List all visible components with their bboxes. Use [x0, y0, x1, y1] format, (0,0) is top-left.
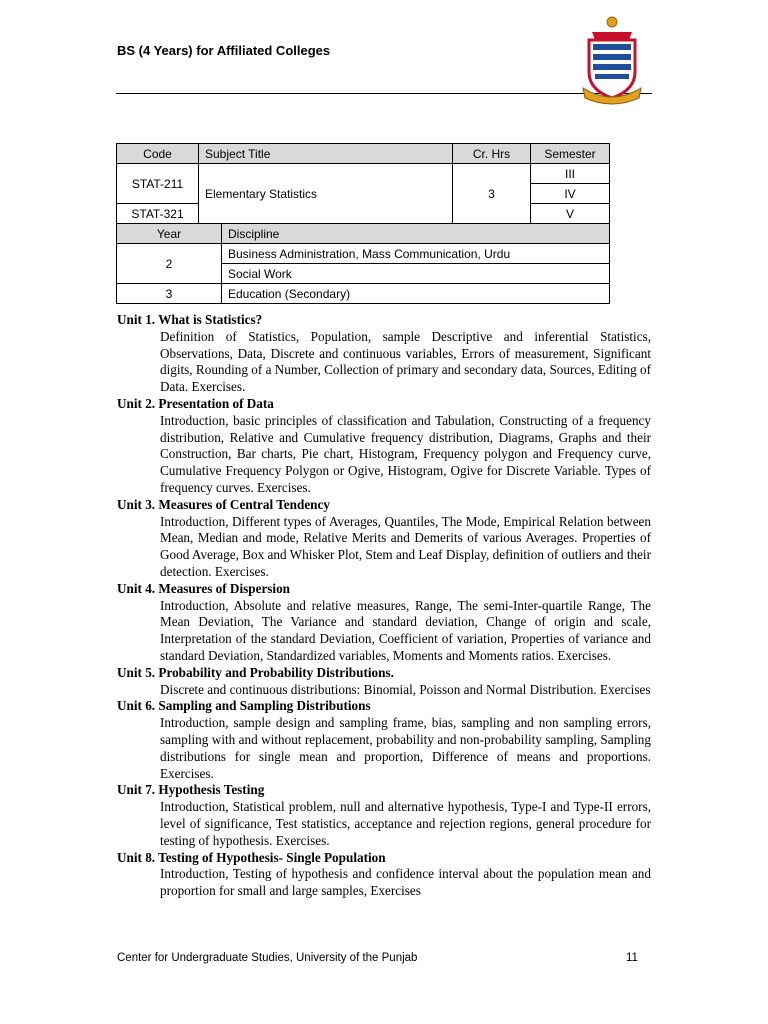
unit-title: Unit 4. Measures of Dispersion — [117, 580, 291, 596]
discipline-cell: Business Administration, Mass Communication, Urdu — [222, 244, 610, 264]
semester-header: Semester — [531, 144, 610, 164]
semester-cell: V — [531, 204, 610, 224]
unit-title: Unit 7. Hypothesis Testing — [117, 782, 265, 798]
footer-text: Center for Undergraduate Studies, University of the Punjab — [117, 952, 418, 964]
credit-hours-header: Cr. Hrs — [453, 144, 531, 164]
unit-title: Unit 2. Presentation of Data — [117, 395, 274, 411]
table-row — [117, 284, 610, 304]
unit-body: Introduction, Different types of Averages, Quantiles, The Mode, Empirical Relation between Mean, Median and mode, Relative Merits and Demerits of various Averages. Properties of Good Average, Box and Whisker Plot, Stem and Leaf Display, definition of outliers and their detection. Exercises. — [160, 513, 651, 579]
table-row — [117, 244, 610, 264]
semester-cell: IV — [531, 184, 610, 204]
credit-hours: 3 — [453, 164, 531, 224]
unit-title: Unit 1. What is Statistics? — [117, 312, 263, 327]
unit-title: Unit 5. Probability and Probability Distributions. — [117, 664, 394, 680]
page-number: 11 — [626, 952, 638, 964]
unit-body: Introduction, sample design and sampling frame, bias, sampling and non sampling errors, sampling with and without replacement, probability and non-probability sampling, Sampling distributions for single mean and proportion, Difference of means and proportions. Exercises. — [160, 715, 651, 781]
unit-body: Introduction, basic principles of classification and Tabulation, Constructing of a frequency distribution, Relative and Cumulative frequency distribution, Diagrams, Graphs and their Construction, Bar charts, Pie chart, Histogram, Frequency polygon and Frequency curve, Cumulative Frequency Polygon or Ogive, Histogram, Ogive for Discrete Variable. Types of frequency curves. Exercises. — [160, 412, 651, 495]
unit-title: Unit 3. Measures of Central Tendency — [117, 496, 330, 512]
course-code: STAT-211 — [117, 164, 199, 204]
course-units — [117, 312, 651, 900]
header-rule — [116, 93, 652, 94]
table-row — [117, 164, 610, 184]
code-header: Code — [117, 144, 199, 164]
course-code: STAT-321 — [117, 204, 199, 224]
unit-body: Discrete and continuous distributions: Binomial, Poisson and Normal Distribution. Exercises — [160, 681, 651, 697]
unit-body: Introduction, Absolute and relative measures, Range, The semi-Inter-quartile Range, The Mean Deviation, The Variance and standard deviation, Change of origin and scale, Interpretation of the standard Deviation, Coefficient of variation, Properties of variance and standard Deviation, Standardized variables, Moments and Moments ratios. Exercises. — [160, 597, 651, 663]
year-cell: 2 — [117, 244, 222, 284]
course-table — [116, 143, 610, 304]
unit-title: Unit 8. Testing of Hypothesis- Single Population — [117, 849, 386, 865]
discipline-cell: Social Work — [222, 264, 610, 284]
semester-cell: III — [531, 164, 610, 184]
university-crest-logo — [577, 14, 647, 106]
year-cell: 3 — [117, 284, 222, 304]
unit-title: Unit 6. Sampling and Sampling Distributions — [117, 698, 371, 714]
unit-body: Introduction, Statistical problem, null and alternative hypothesis, Type-I and Type-II errors, level of significance, Test statistics, acceptance and rejection regions, general procedure for testing of hypothesis. Exercises. — [160, 799, 651, 848]
course-table-header-row — [117, 144, 610, 164]
subject-title: Elementary Statistics — [199, 164, 453, 224]
year-header: Year — [117, 224, 222, 244]
header-title: BS (4 Years) for Affiliated Colleges — [117, 43, 331, 58]
discipline-header: Discipline — [222, 224, 610, 244]
unit-body: Introduction, Testing of hypothesis and confidence interval about the population mean and proportion for small and large samples, Exercises — [160, 866, 651, 899]
discipline-cell: Education (Secondary) — [222, 284, 610, 304]
subject-title-header: Subject Title — [199, 144, 453, 164]
discipline-header-row — [117, 224, 610, 244]
unit-body: Definition of Statistics, Population, sample Descriptive and inferential Statistics, Observations, Data, Discrete and continuous variables, Errors of measurement, Significant digits, Rounding of a Number, Collection of primary and secondary data, Sources, Editing of Data. Exercises. — [160, 328, 651, 395]
